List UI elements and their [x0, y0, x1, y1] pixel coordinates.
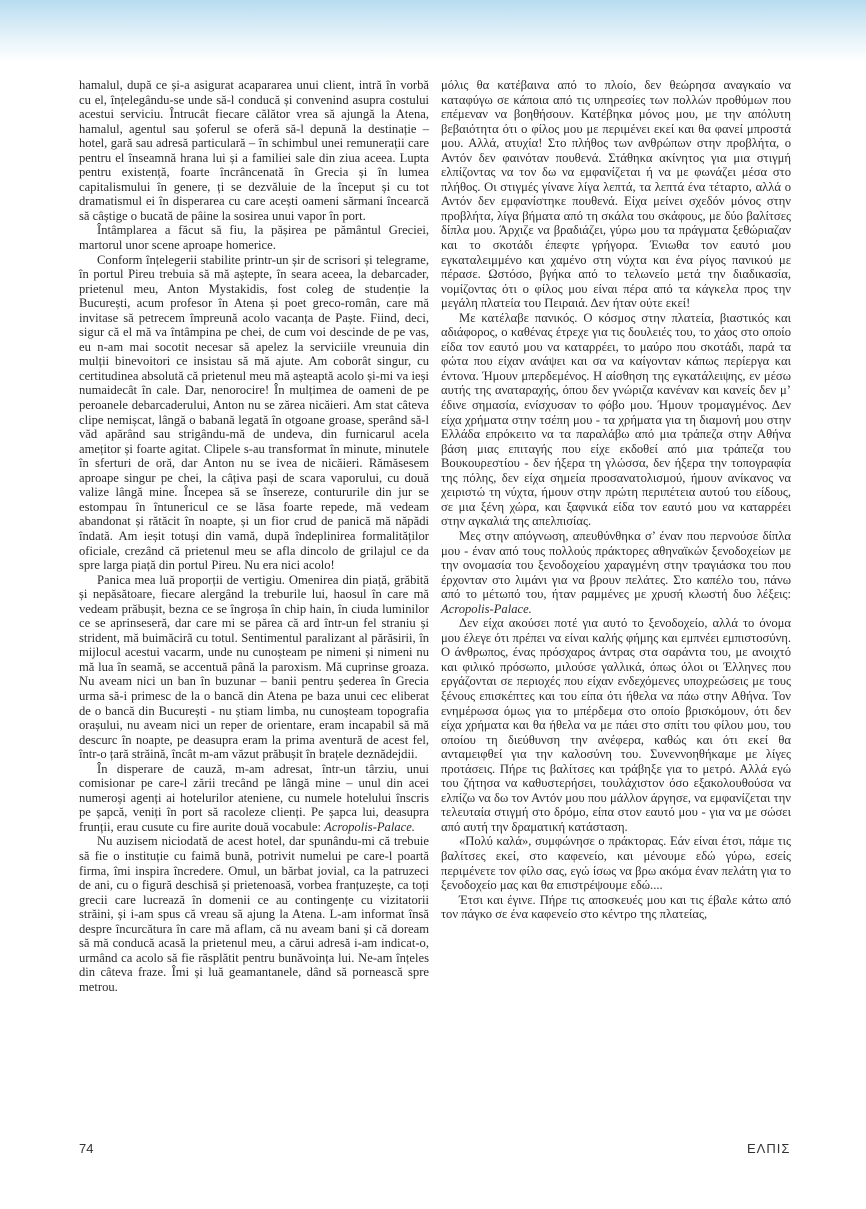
- running-title: ΕΛΠΙΣ: [747, 1141, 791, 1156]
- paragraph: Με κατέλαβε πανικός. Ο κόσμος στην πλατεία, βιαστικός και αδιάφορος, ο καθένας έτρεχε για τις δουλειές του, το χάος στο οποίο είδα τον εαυτό μου να καταρρέει, το μαύρο που σκοτάδι, παρά τα φώτα που είχαν ανάψει και σα να καίγονταν κάπως περίεργα και έντονα. Ήμουν μπερδεμένος. Η αίσθηση της εγκατάλειψης, εν μέσω αυτής της αναταραχής, όπου δεν γνώριζα κανέναν και κανείς δεν μ’ έδινε σημασία, ενίσχυσαν το φόβο μου. Ήμουν τρομαγμένος. Δεν είχα χρήματα στην τσέπη μου - τα χρήματα για τη διαμονή μου στην Ελλάδα επρόκειτο να τα παραλάβω από μια τράπεζα στην Αθήνα βάση μιας επιταγής που είχε εκδοθεί από μια τράπεζα του Βουκουρεστίου - δεν ήξερα τη γλώσσα, δεν ήξερα την τοπογραφία της πόλης, δεν είχα σημεία προσανατολισμού, ήμουν ανίκανος να χειριστώ τη νύχτα, ήμουν στην πρώτη περιπέτεια αυτού του είδους, σε μια ξένη χώρα, και ξαφνικά είδα τον εαυτό μου να καταρρέει στην αγκαλιά της απελπισίας.: [441, 310, 791, 529]
- hotel-name-italic: Acropolis-Palace.: [441, 601, 532, 616]
- paragraph: Δεν είχα ακούσει ποτέ για αυτό το ξενοδοχείο, αλλά το όνομα μου έλεγε ότι πρέπει να είναι καλής φήμης και εμπνέει εμπιστοσύνη. Ο άνθρωπος, ένας πρόσχαρος άντρας στα σαράντα του, με ανοιχτό και φιλικό πρόσωπο, μιλούσε γαλλικά, όπως όλοι οι Έλληνες που εργάζονται σε περιοχές που είχαν ενδεχόμενες υποχρεώσεις με τους ξένους επισκέπτες και του είπα ότι ήθελα να πάω στην Αθήνα. Τον ενημέρωσα όμως για το μπέρδεμα στο οποίο βρισκόμουν, ότι δεν είχα χρήματα και θα ήθελα να με πάει στο σπίτι του φίλου μου, του οποίου τη διεύθυνση την ανέφερα, καθώς και ότι εκεί θα ανταμειφθεί για την καλοσύνη του. Συνεννοηθήκαμε με λίγες προτάσεις. Πήρε τις βαλίτσες και τράβηξε για το μετρό. Αλλά εγώ του ζήτησα να καθυστερήσει, τουλάχιστον όσο εξακολουθούσα να ελπίζω να δω τον Αντόν μου που μάλλον άργησε, να εμφανίζεται την τελευταία στιγμή στο δρόμο, είπα στον εαυτό μου - για να με σώσει από αυτή την δραματική κατάσταση.: [441, 616, 791, 834]
- hotel-name-italic: Acropolis-Palace.: [324, 819, 415, 834]
- paragraph-text: În disperare de cauză, m-am adresat, într-un târziu, unui comisionar pe care-l zării trecând pe lângă mine – unul din acei numeroși agenți ai hotelurilor ateniene, cu numele hotelului înscris pe șapcă, veniți în port să racoleze clienți. Pe șapca lui, deasupra frunții, erau cusute cu fire aurite două vocabule:: [79, 761, 429, 834]
- paragraph: Întâmplarea a făcut să fiu, la pășirea pe pământul Greciei, martorul unor scene aproape homerice.: [79, 223, 429, 253]
- paragraph: [441, 529, 791, 616]
- paragraph: «Πολύ καλά», συμφώνησε ο πράκτορας. Εάν είναι έτσι, πάμε τις βαλίτσες εκεί, στο καφενείο, και μένουμε εδώ γύρω, εσείς περιμένετε τον φίλο σας, εγώ ίσως να βρω ακόμα έναν πελάτη για το ξενοδοχείο μας και θα επιστρέψουμε εδώ....: [441, 834, 791, 893]
- paragraph: Conform înțelegerii stabilite printr-un șir de scrisori și telegrame, în portul Pireu trebuia să mă aștepte, în seara aceea, la debarcader, prietenul meu, Anton Mystakidis, fost coleg de studenție la București, acum profesor în Atena și poet greco-român, care mă invitase să petrecem împreună acolo vacanța de Paște. Fiind, deci, sigur că el mă va întâmpina pe chei, de cum voi descinde de pe vas, eu n-am mai socotit necesar să apelez la serviciile vreunuia din mulții binevoitori ce insistau să mă ajute. Am coborât singur, cu certitudinea absolută că prietenul meu mă așteaptă acolo și-mi va ieși numaidecât în cale. Dar, nenorocire! În mulțimea de oameni de pe peroanele debarcaderului, Anton nu se zărea nicăieri. Am stat câteva clipe nemișcat, lângă o babană legată în otgoane groase, sperând să-l văd apărând sau strigându-mă de undeva, din furnicarul acela amețitor și foarte agitat. Clipele s-au transformat în minute, minutele în sferturi de oră, dar Anton nu se ivea de nicăieri. Rămăsesem aproape singur pe chei, la câțiva pași de scara vaporului, cu două valize lângă mine. Începea să se însereze, contururile din jur se estompau în întunericul ce se lăsa foarte repede, mă vedeam abandonat și rătăcit în noapte, și un fior crud de panică mă năpădi îndată. Am ieșit totuși din vamă, după îndeplinirea formalităților oficiale, crezând că prietenul meu se afla dincolo de grilajul ce da spre larga piață din portul Pireu. Nu era nici acolo!: [79, 252, 429, 573]
- page-number: 74: [79, 1141, 94, 1156]
- paragraph: [79, 762, 429, 835]
- paragraph: Panica mea luă proporții de vertigiu. Omenirea din piață, grăbită și nepăsătoare, fiecare alergând la treburile lui, haosul în care mă vedeam prăbușit, bezna ce se îngroșa în chip hain, în ciuda luminilor ce se aprinseseră, dar care mi se părea că ard într-un fel straniu și strident, mă buimăcirã cu totul. Sentimentul paralizant al părăsirii, în mijlocul acestui vacarm, unde nu cunoșteam pe nimeni și nimeni nu mă lua în seamă, se accentuă până la paroxism. Mă cuprinse groaza. Nu aveam nici un ban în buzunar – banii pentru șederea în Grecia urma să-i primesc de la o bancă din Atena pe baza unui cec eliberat de o bancă din București - nu știam limba, nu cunoșteam topografia orașului, nu aveam nici un reper de orientare, eram incapabil să mă descurc în noapte, pe deasupra eram la prima aventură de acest fel, într-o țară străină, încât m-am văzut prăbușit în brațele deznădejdii.: [79, 572, 429, 762]
- paragraph: Nu auzisem niciodată de acest hotel, dar spunându-mi că trebuie să fie o instituție cu faimă bună, potrivit numelui pe care-l poartă firma, îmi inspira încredere. Omul, un bărbat jovial, ca la patruzeci de ani, cu o figură deschisă și prietenoasă, vorbea franțuzește, ca toți grecii care lucrează în domenii ce au contingențe cu vizitatorii străini, și i-am spus că vreau să ajung la Atena. L-am informat însă despre încurcătura în care mă aflam, că nu aveam bani și că doream să mă conducă acasă la prietenul meu, a cărui adresă i-am indicat-o, urmând ca acolo să fie răsplătit pentru bunăvoința lui. Ne-am înțeles din câteva fraze. Îmi și luă geamantanele, dând să pornească spre metrou.: [79, 834, 429, 994]
- paragraph: μόλις θα κατέβαινα από το πλοίο, δεν θεώρησα αναγκαίο να καταφύγω σε κάποια από τις υπηρεσίες των πολλών προθύμων που επέμεναν να βοηθήσουν. Κατέβηκα μόνος μου, με την απόλυτη βεβαιότητα ότι ο φίλος μου με περιμένει εκεί και θα φανεί μπροστά μου. Αλλά, ατυχία! Στο πλήθος των ανθρώπων στην προβλήτα, ο Αντόν δεν φαινόταν πουθενά. Στάθηκα ακίνητος για μια στιγμή ελπίζοντας να τον δω να εμφανίζεται ή να με φωνάζει μέσα στο πλήθος. Οι στιγμές γίνανε λίγα λεπτά, τα λεπτά ένα τέταρτο, αλλά ο Αντόν δεν εμφανίστηκε πουθενά. Είχα μείνει σχεδόν μόνος στην προβλήτα, λίγα βήματα από τη σκάλα του σκάφους, με δύο βαλίτσες δίπλα μου. Άρχιζε να βραδιάζει, γύρω μου τα πράγματα ξεθώριαζαν και το σκοτάδι έπεφτε γρήγορα. Ένιωθα τον εαυτό μου εγκαταλειμμένο και χαμένο στη νύχτα και ένα ρίγος πανικού με πέρασε. Ωστόσο, βγήκα από το τελωνείο μετά την διαδικασία, νομίζοντας ότι ο φίλος μου είναι πέρα από τα κάγκελα προς την μεγάλη πλατεία του Πειραιά. Δεν ήταν ούτε εκεί!: [441, 78, 791, 311]
- paragraph: Έτσι και έγινε. Πήρε τις αποσκευές μου και τις έβαλε κάτω από τον πάγκο σε ένα καφενείο στο κέντρο της πλατείας,: [441, 892, 791, 922]
- right-column-greek: [441, 78, 791, 922]
- left-column-romanian: [79, 78, 429, 994]
- header-gradient-band: [0, 0, 866, 62]
- paragraph: hamalul, după ce și-a asigurat acapararea unui client, intră în vorbă cu el, înțelegându-se unde să-l conducă și convenind asupra costului acestui serviciu. Întrucât fiecare călător vrea să ajungă la Atena, hamalul, agentul sau șoferul se oferă să-l depună la destinație – hotel, gară sau adresă particulară – în schimbul unei remunerații care pentru el înseamnă hrana lui și a familiei sale din ziua aceea. Lupta pentru existență, foarte încrâncenată în Grecia și în lumea capitalismului în genere, ți se dezvăluie de la început și cu tot dramatismul ei în disperarea cu care acești oameni sărmani încearcă să câștige o bucată de pâine la sosirea unui vapor în port.: [79, 78, 429, 223]
- paragraph-text: Μες στην απόγνωση, απευθύνθηκα σ’ έναν που περνούσε δίπλα μου - έναν από τους πολλούς πράκτορες αθηναϊκών ξενοδοχείων με την ονομασία του ξενοδοχείου χαραγμένη στην τραγιάσκα του που έρχονταν στο λιμάνι για να βρουν πελάτες. Στο καπέλο του, πάνω από το μέτωπό του, ήταν ραμμένες με χρυσή κλωστή δυο λέξεις:: [441, 528, 791, 602]
